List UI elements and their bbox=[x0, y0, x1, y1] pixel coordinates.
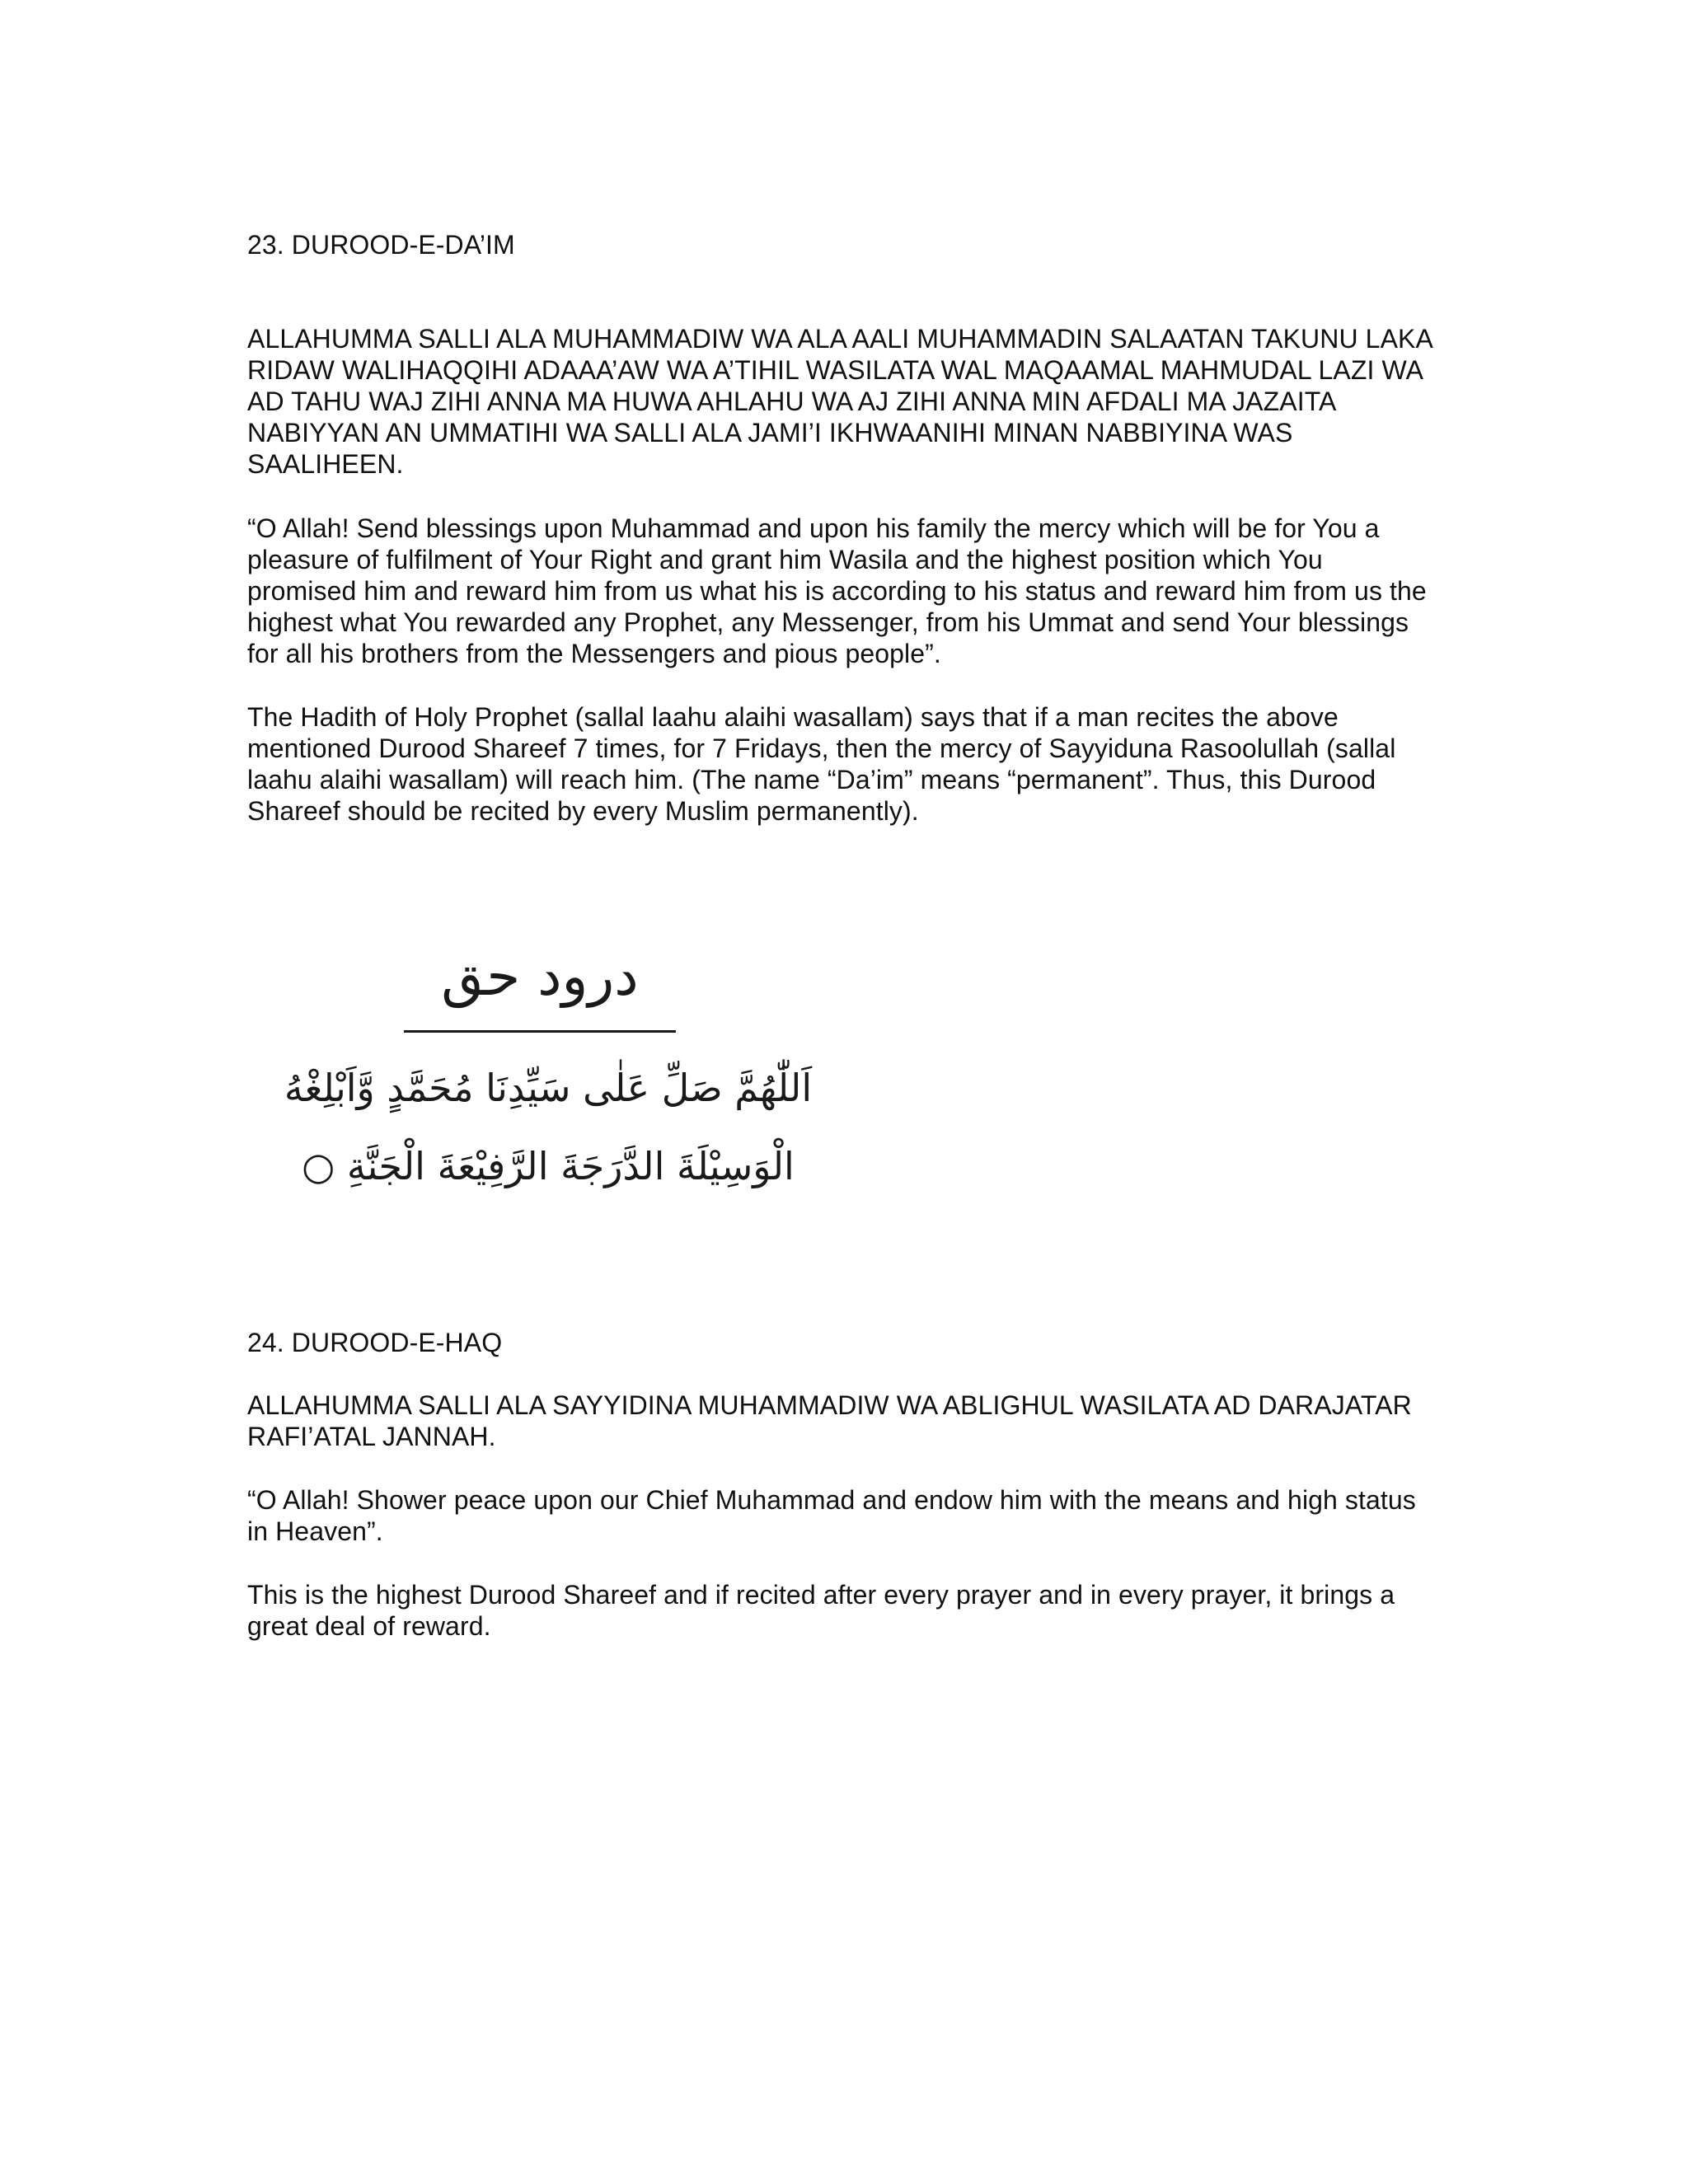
section-24-transliteration: ALLAHUMMA SALLI ALA SAYYIDINA MUHAMMADIW WA ABLIGHUL WASILATA AD DARAJATAR RAFI’ATAL JANNAH. bbox=[247, 1390, 1412, 1451]
section-24-note: This is the highest Durood Shareef and if recited after every prayer and in every prayer, it brings a great deal of reward. bbox=[247, 1580, 1395, 1641]
section-23-translation: “O Allah! Send blessings upon Muhammad and upon his family the mercy which will be for You a pleasure of fulfilment of Your Right and grant him Wasila and the highest position which You promised him and reward him from us what his is according to his status and reward him from us the highest what You rewarded any Prophet, any Messenger, from his Ummat and send Your blessings for all his brothers from the Messengers and pious people”. bbox=[247, 513, 1427, 668]
arabic-durood-image bbox=[272, 931, 832, 1212]
section-23-heading: 23. DUROOD-E-DA’IM bbox=[247, 230, 515, 260]
arabic-title-underline bbox=[404, 1030, 676, 1033]
section-24-translation: “O Allah! Shower peace upon our Chief Muhammad and endow him with the means and high status in Heaven”. bbox=[247, 1485, 1416, 1546]
arabic-line-2: الْوَسِيْلَةَ الدَّرَجَةَ الرَّفِيْعَةَ الْجَنَّةِ ○ bbox=[302, 1144, 795, 1188]
arabic-title: درود حق bbox=[441, 944, 639, 1008]
arabic-line-1: اَللّٰهُمَّ صَلِّ عَلٰى سَيِّدِنَا مُحَمَّدٍ وَّاَبْلِغْهُ bbox=[284, 1066, 813, 1110]
section-24-heading: 24. DUROOD-E-HAQ bbox=[247, 1328, 503, 1357]
section-23-note: The Hadith of Holy Prophet (sallal laahu alaihi wasallam) says that if a man recites the above mentioned Durood Shareef 7 times, for 7 Fridays, then the mercy of Sayyiduna Rasoolullah (sallal laahu alaihi wasallam) will reach him. (The name “Da’im” means “permanent”. Thus, this Durood Shareef should be recited by every Muslim permanently). bbox=[247, 702, 1396, 826]
section-23-transliteration: ALLAHUMMA SALLI ALA MUHAMMADIW WA ALA AALI MUHAMMADIN SALAATAN TAKUNU LAKA RIDAW WALIHAQQIHI ADAAA’AW WA A’TIHIL WASILATA WAL MAQAAMAL MAHMUDAL LAZI WA AD TAHU WAJ ZIHI ANNA MA HUWA AHLAHU WA AJ ZIHI ANNA MIN AFDALI MA JAZAITA NABIYYAN AN UMMATIHI WA SALLI ALA JAMI’I IKHWAANIHI MINAN NABBIYINA WAS SAALIHEEN. bbox=[247, 324, 1432, 479]
